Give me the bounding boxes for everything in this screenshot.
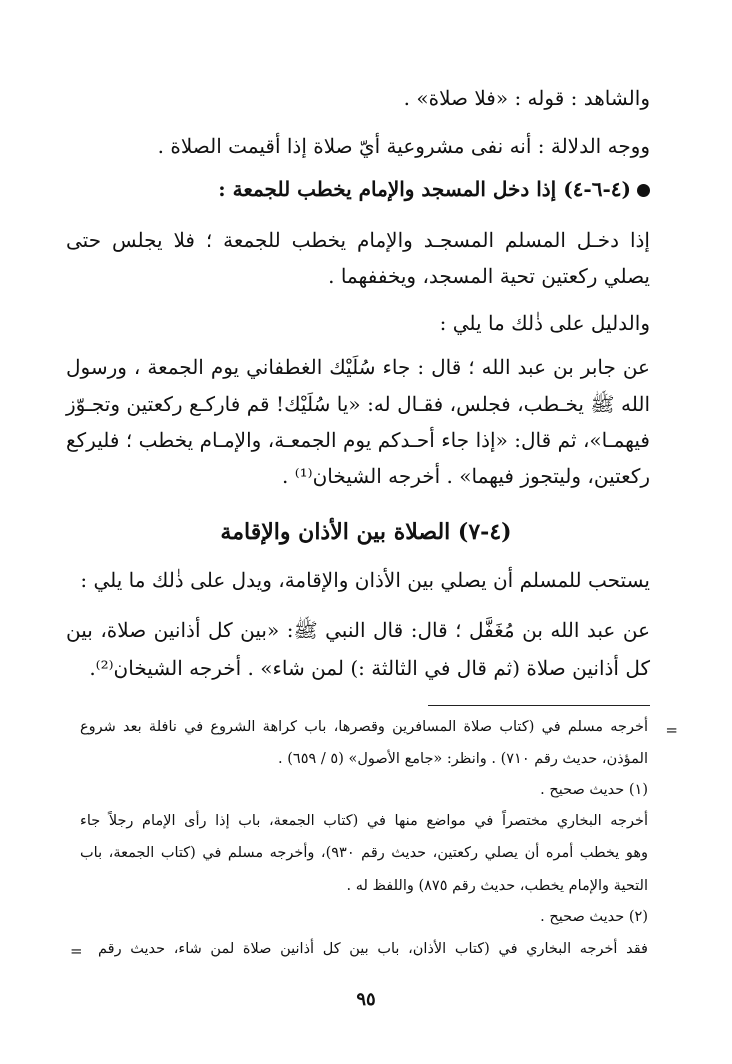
witness-line: والشاهد : قوله : «فلا صلاة» . (403, 86, 650, 110)
hadith-line: الله ﷺ يخـطب، فجلس، فقـال له: «يا سُلَيْك! قم فاركـع ركعتين وتجـوّز (66, 392, 651, 416)
footnote-line: المؤذن، حديث رقم ٧١٠) . وانظر: «جامع الأصول» (٥ / ٦٥٩) . (278, 751, 648, 767)
hadith-line: فيهمـا»، ثم قال: «إذا جاء أحـدكم يوم الجمعـة، والإمـام يخطب ؛ فليركع (66, 428, 650, 452)
footnote-line: أخرجه البخاري مختصراً في مواضع منها في (كتاب الجمعة، باب إذا رأى الإمام رجلاً جاء (80, 813, 648, 829)
paragraph-line: يستحب للمسلم أن يصلي بين الأذان والإقامة، ويدل على ذٰلك ما يلي : (80, 568, 650, 592)
bullet-icon (637, 184, 650, 197)
paragraph-line: يصلي ركعتين تحية المسجد، ويخففهما . (328, 264, 650, 288)
footnote-line: فقد أخرجه البخاري في (كتاب الأذان، باب بين كل أذانين صلاة لمن شاء، حديث رقم (98, 941, 648, 957)
footnote-2-title: (٢) حديث صحيح . (540, 909, 648, 925)
subsection-heading-4-6-4 (218, 175, 650, 203)
footnote-line: وهو يخطب أمره أن يصلي ركعتين، حديث رقم ٩٣٠)، وأخرجه مسلم في (كتاب الجمعة، باب (80, 845, 648, 861)
footnote-line: التحية والإمام يخطب، حديث رقم ٨٧٥) واللفظ له . (346, 878, 648, 894)
continuation-mark: = (665, 721, 678, 739)
subsection-heading-text: (٤-٦-٤) إذا دخل المسجد والإمام يخطب للجمعة : (218, 177, 631, 201)
paragraph-line: إذا دخـل المسلم المسجـد والإمام يخطب للجمعة ؛ فلا يجلس حتى (66, 228, 650, 252)
page-number: ٩٥ (356, 989, 376, 1010)
footnote-1-title: (١) حديث صحيح . (540, 782, 648, 798)
footnote-line: أخرجه مسلم في (كتاب صلاة المسافرين وقصرها، باب كراهة الشروع في نافلة بعد شروع (80, 719, 648, 735)
hadith-line: عن عبد الله بن مُغَفَّل ؛ قال: قال النبي ﷺ: «بين كل أذانين صلاة، بين (66, 618, 650, 642)
section-title-4-7: (٤-٧) الصلاة بين الأذان والإقامة (220, 519, 512, 545)
hadith-line: ركعتين، وليتجوز فيهما» . أخرجه الشيخان⁽¹⁾ . (282, 464, 650, 488)
hadith-line: عن جابر بن عبد الله ؛ قال : جاء سُلَيْك الغطفاني يوم الجمعة ، ورسول (66, 355, 650, 379)
continuation-mark: = (70, 942, 83, 960)
evidence-point-line: ووجه الدلالة : أنه نفى مشروعية أيّ صلاة إذا أقيمت الصلاة . (157, 134, 650, 158)
hadith-line: كل أذانين صلاة (ثم قال في الثالثة :) لمن شاء» . أخرجه الشيخان⁽²⁾. (89, 656, 650, 680)
evidence-intro: والدليل على ذٰلك ما يلي : (439, 311, 650, 335)
footnote-separator (428, 705, 650, 706)
